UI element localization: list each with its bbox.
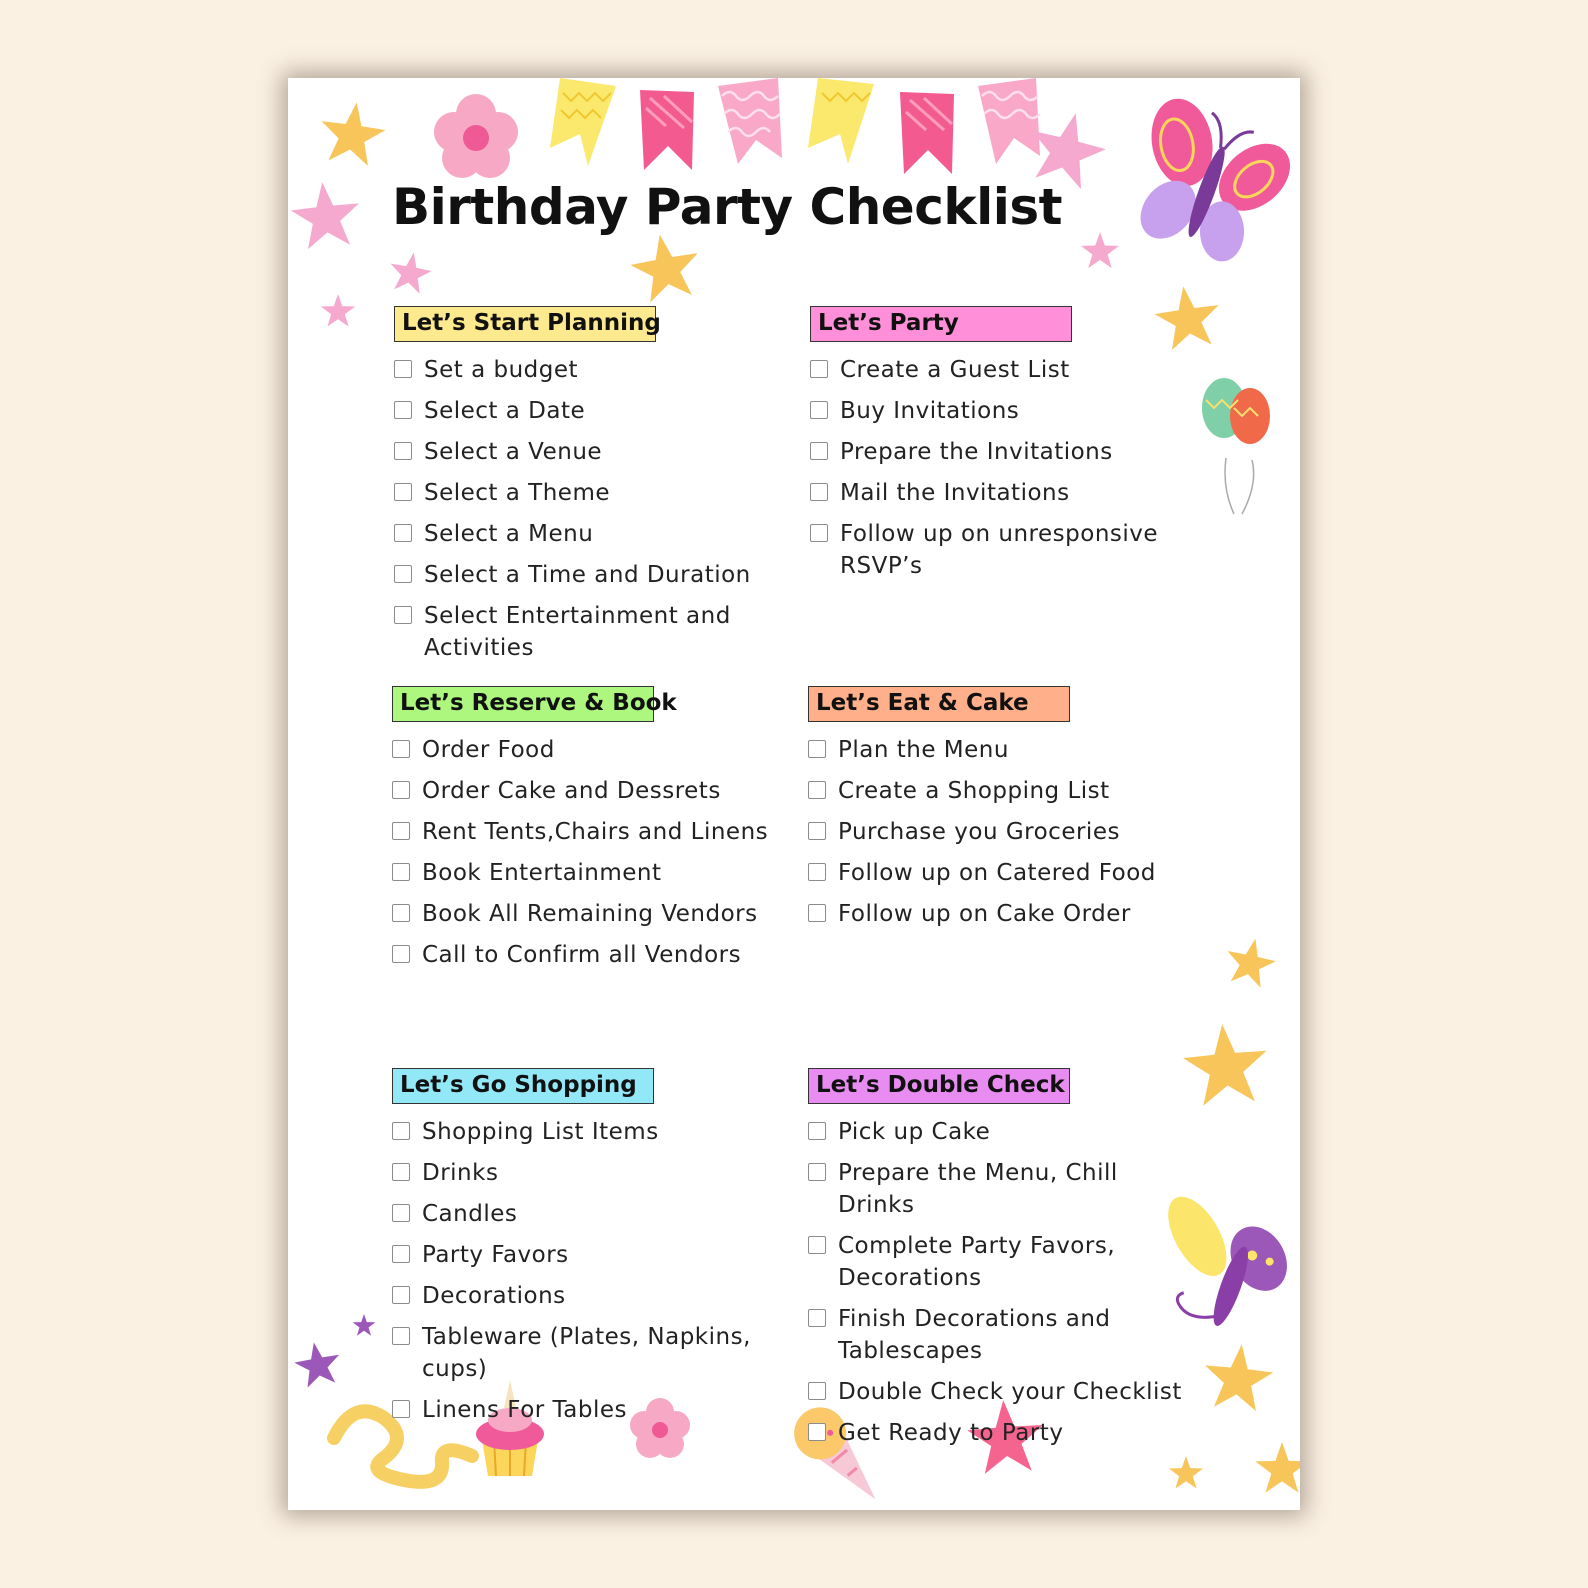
checklist-item[interactable] <box>394 395 784 427</box>
checklist-item-label: Call to Confirm all Vendors <box>422 942 742 968</box>
checklist-item-label: Plan the Menu <box>838 737 1009 763</box>
checklist-item[interactable] <box>810 436 1200 468</box>
checklist-item-label: Create a Shopping List <box>838 778 1110 804</box>
checkbox[interactable] <box>394 565 412 583</box>
checkbox[interactable] <box>808 1122 826 1140</box>
checklist-planning <box>394 354 784 664</box>
pennant-yellow-2 <box>808 78 874 164</box>
checklist-item[interactable] <box>392 857 782 889</box>
bunting-banner <box>550 78 1040 174</box>
checklist-item[interactable] <box>392 1239 782 1271</box>
checkbox[interactable] <box>392 1400 410 1418</box>
checklist-item-label: Order Cake and Dessrets <box>422 778 721 804</box>
checkbox[interactable] <box>392 1163 410 1181</box>
checklist-item-label: Order Food <box>422 737 555 763</box>
checklist-item[interactable] <box>808 1157 1198 1221</box>
checklist-item[interactable] <box>808 898 1198 930</box>
checklist-item-label: Select Entertainment and Activities <box>424 603 731 661</box>
checklist-item-label: Party Favors <box>422 1242 569 1268</box>
pennant-lightpink-1 <box>718 78 782 164</box>
checklist-item[interactable] <box>808 816 1198 848</box>
checkbox[interactable] <box>394 401 412 419</box>
checklist-item-label: Linens For Tables <box>422 1397 628 1423</box>
checkbox[interactable] <box>392 904 410 922</box>
butterfly-icon <box>1101 78 1300 285</box>
checklist-item-label: Complete Party Favors, Decorations <box>838 1233 1116 1291</box>
section-header-reserve: Let’s Reserve & Book <box>392 686 654 722</box>
checklist-item[interactable] <box>808 734 1198 766</box>
checklist-item[interactable] <box>394 600 784 664</box>
checklist-item-label: Get Ready to Party <box>838 1420 1064 1446</box>
checkbox[interactable] <box>392 781 410 799</box>
checklist-item[interactable] <box>808 775 1198 807</box>
checklist-item[interactable] <box>394 354 784 386</box>
checklist-item-label: Select a Venue <box>424 439 603 465</box>
checkbox[interactable] <box>810 524 828 542</box>
pennant-yellow-1 <box>550 78 616 166</box>
section-reserve <box>392 686 782 980</box>
section-eat <box>808 686 1198 939</box>
checkbox[interactable] <box>394 524 412 542</box>
checklist-item-label: Select a Menu <box>424 521 594 547</box>
checklist-item[interactable] <box>394 518 784 550</box>
checklist-item-label: Buy Invitations <box>840 398 1020 424</box>
checkbox[interactable] <box>808 1423 826 1441</box>
checkbox[interactable] <box>392 1245 410 1263</box>
checklist-eat <box>808 734 1198 930</box>
page-title: Birthday Party Checklist <box>392 178 1063 236</box>
checklist-reserve <box>392 734 782 971</box>
checkbox[interactable] <box>392 945 410 963</box>
checkbox[interactable] <box>392 822 410 840</box>
checklist-shopping <box>392 1116 782 1426</box>
checklist-item-label: Double Check your Checklist <box>838 1379 1182 1405</box>
checklist-item-label: Select a Time and Duration <box>424 562 751 588</box>
section-header-planning: Let’s Start Planning <box>394 306 656 342</box>
checkbox[interactable] <box>808 1236 826 1254</box>
checkbox[interactable] <box>808 904 826 922</box>
checklist-item-label: Follow up on unresponsive RSVP’s <box>840 521 1159 579</box>
section-header-party: Let’s Party <box>810 306 1072 342</box>
checklist-item[interactable] <box>392 1198 782 1230</box>
checklist-sheet <box>288 78 1300 1510</box>
flower-icon <box>434 94 518 178</box>
checkbox[interactable] <box>808 1382 826 1400</box>
checklist-item-label: Pick up Cake <box>838 1119 991 1145</box>
checklist-item[interactable] <box>808 1417 1198 1449</box>
checklist-item-label: Decorations <box>422 1283 566 1309</box>
checkbox[interactable] <box>394 442 412 460</box>
checklist-item[interactable] <box>810 477 1200 509</box>
checklist-item[interactable] <box>394 477 784 509</box>
checklist-item[interactable] <box>392 1280 782 1312</box>
checkbox[interactable] <box>394 483 412 501</box>
checkbox[interactable] <box>392 1286 410 1304</box>
checkbox[interactable] <box>808 1309 826 1327</box>
checklist-item-label: Follow up on Cake Order <box>838 901 1131 927</box>
checklist-item-label: Set a budget <box>424 357 579 383</box>
checkbox[interactable] <box>808 781 826 799</box>
checkbox[interactable] <box>810 442 828 460</box>
checklist-item[interactable] <box>810 518 1200 582</box>
checklist-item[interactable] <box>392 939 782 971</box>
checklist-item-label: Drinks <box>422 1160 499 1186</box>
checklist-item-label: Rent Tents,Chairs and Linens <box>422 819 769 845</box>
checkbox[interactable] <box>394 606 412 624</box>
section-planning <box>394 306 784 673</box>
checkbox[interactable] <box>808 822 826 840</box>
checkbox[interactable] <box>392 1327 410 1345</box>
checklist-item[interactable] <box>392 1394 782 1426</box>
checkbox[interactable] <box>808 863 826 881</box>
checkbox[interactable] <box>808 1163 826 1181</box>
checklist-item-label: Prepare the Invitations <box>840 439 1113 465</box>
checklist-item[interactable] <box>392 1321 782 1385</box>
checklist-item-label: Book Entertainment <box>422 860 662 886</box>
pennant-lightpink-2 <box>978 78 1040 164</box>
checkbox[interactable] <box>392 1122 410 1140</box>
pennant-pink-1 <box>640 90 694 170</box>
section-party <box>810 306 1200 591</box>
checklist-item[interactable] <box>392 775 782 807</box>
checklist-item-label: Shopping List Items <box>422 1119 659 1145</box>
section-double-check <box>808 1068 1198 1458</box>
checklist-item-label: Select a Theme <box>424 480 611 506</box>
pennant-pink-2 <box>900 92 954 174</box>
checklist-item-label: Follow up on Catered Food <box>838 860 1156 886</box>
checkbox[interactable] <box>810 401 828 419</box>
checklist-double-check <box>808 1116 1198 1449</box>
checklist-item-label: Prepare the Menu, Chill Drinks <box>838 1160 1118 1218</box>
checklist-item-label: Tableware (Plates, Napkins, cups) <box>422 1324 751 1382</box>
checklist-item[interactable] <box>808 1230 1198 1294</box>
checklist-item[interactable] <box>808 1303 1198 1367</box>
section-header-eat: Let’s Eat & Cake <box>808 686 1070 722</box>
checkbox[interactable] <box>394 360 412 378</box>
checklist-item[interactable] <box>394 559 784 591</box>
checkbox[interactable] <box>810 360 828 378</box>
checklist-item-label: Select a Date <box>424 398 586 424</box>
checklist-item[interactable] <box>810 395 1200 427</box>
checkbox[interactable] <box>392 740 410 758</box>
checkbox[interactable] <box>392 1204 410 1222</box>
checkbox[interactable] <box>810 483 828 501</box>
checklist-item-label: Purchase you Groceries <box>838 819 1120 845</box>
checklist-item[interactable] <box>810 354 1200 386</box>
checklist-item[interactable] <box>808 1116 1198 1148</box>
section-shopping <box>392 1068 782 1435</box>
balloons-icon <box>1202 378 1270 514</box>
checkbox[interactable] <box>808 740 826 758</box>
checklist-item[interactable] <box>392 898 782 930</box>
checklist-item[interactable] <box>392 816 782 848</box>
checklist-item-label: Candles <box>422 1201 518 1227</box>
checklist-item[interactable] <box>392 734 782 766</box>
checkbox[interactable] <box>392 863 410 881</box>
checklist-item[interactable] <box>392 1157 782 1189</box>
checklist-item[interactable] <box>392 1116 782 1148</box>
checklist-item[interactable] <box>808 1376 1198 1408</box>
checklist-item[interactable] <box>394 436 784 468</box>
checklist-item-label: Finish Decorations and Tablescapes <box>838 1306 1111 1364</box>
section-header-shopping: Let’s Go Shopping <box>392 1068 654 1104</box>
section-header-double-check: Let’s Double Check <box>808 1068 1070 1104</box>
checklist-item-label: Book All Remaining Vendors <box>422 901 758 927</box>
checklist-item-label: Create a Guest List <box>840 357 1070 383</box>
checklist-item[interactable] <box>808 857 1198 889</box>
checklist-item-label: Mail the Invitations <box>840 480 1070 506</box>
checklist-party <box>810 354 1200 582</box>
